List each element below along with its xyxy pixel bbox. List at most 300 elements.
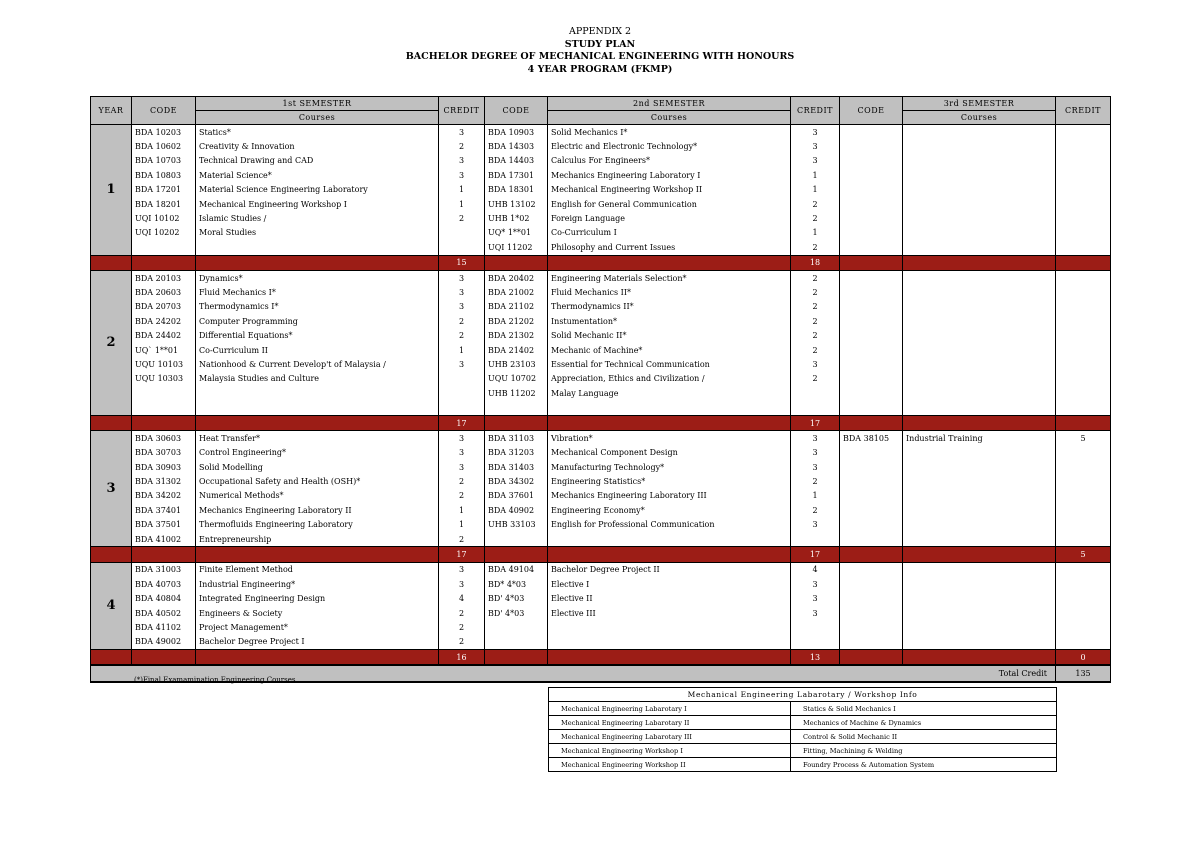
semester-3-credit-cell [1056, 328, 1111, 342]
semester-3-credit-cell [1056, 357, 1111, 371]
semester-1-course-cell: Engineers & Society [196, 606, 439, 620]
semester-2-code-cell: BDA 14303 [485, 139, 548, 153]
semester-1-course-cell: Differential Equations* [196, 328, 439, 342]
semester-1-code-cell: UQI 10202 [132, 226, 196, 240]
document-header [0, 26, 1200, 76]
table-row [91, 125, 1111, 140]
semester-2-course-cell: Engineering Materials Selection* [548, 270, 791, 285]
semester-1-code-cell: BDA 18201 [132, 197, 196, 211]
lab-info-table [548, 687, 1057, 772]
semester-3-code-cell [840, 314, 903, 328]
study-plan-title: STUDY PLAN [564, 38, 636, 50]
code-header-2: CODE [485, 97, 548, 125]
code-header-1: CODE [132, 97, 196, 125]
semester-3-course-cell [903, 446, 1056, 460]
semester-1-course-cell: Computer Programming [196, 314, 439, 328]
semester-3-subtotal: 0 [1056, 650, 1111, 666]
year-label: 4 [91, 562, 132, 649]
semester-3-code-cell [840, 635, 903, 650]
semester-2-course-cell: Essential for Technical Communication [548, 357, 791, 371]
semester-1-credit-cell: 3 [439, 125, 485, 140]
semester-1-code-cell: UQ` 1**01 [132, 343, 196, 357]
semester-3-course-cell [903, 211, 1056, 225]
semester-2-code-cell: UHB 33103 [485, 518, 548, 532]
semester-3-credit-cell [1056, 620, 1111, 634]
semester-3-code-cell [840, 577, 903, 591]
semester-2-credit-cell: 2 [791, 240, 840, 255]
semester-1-course-cell: Heat Transfer* [196, 431, 439, 446]
semester-2-course-cell: Foreign Language [548, 211, 791, 225]
semester-2-code-cell [485, 620, 548, 634]
semester-1-course-cell: Entrepreneurship [196, 532, 439, 547]
subtotal-spacer [196, 547, 439, 562]
semester-3-credit-cell [1056, 386, 1111, 400]
semester-1-credit-cell: 2 [439, 606, 485, 620]
semester-3-credit-cell [1056, 474, 1111, 488]
semester-1-credit-cell: 3 [439, 154, 485, 168]
semester-2-credit-cell: 2 [791, 197, 840, 211]
semester-1-credit-cell: 3 [439, 285, 485, 299]
lab-topic-cell: Control & Solid Mechanic II [791, 730, 1057, 744]
semester-2-code-cell: UHB 23103 [485, 357, 548, 371]
table-row [91, 431, 1111, 446]
semester-1-course-cell: Dynamics* [196, 270, 439, 285]
semester-2-course-cell: Solid Mechanics I* [548, 125, 791, 140]
semester-2-credit-cell: 2 [791, 300, 840, 314]
semester-2-credit-cell [791, 386, 840, 400]
semester-1-credit-cell: 2 [439, 211, 485, 225]
lab-info-row [549, 744, 1057, 758]
lab-topic-cell: Fitting, Machining & Welding [791, 744, 1057, 758]
semester-2-code-cell: BDA 31203 [485, 446, 548, 460]
semester-2-credit-cell: 4 [791, 562, 840, 577]
semester-3-credit-cell [1056, 460, 1111, 474]
lab-info-row [549, 758, 1057, 772]
semester-3-code-cell [840, 474, 903, 488]
semester-3-subtotal: 5 [1056, 547, 1111, 562]
code-header-3: CODE [840, 97, 903, 125]
semester-3-course-cell [903, 372, 1056, 386]
semester-2-course-cell: Elective I [548, 577, 791, 591]
subtotal-row [91, 547, 1111, 562]
semester-1-subtotal: 16 [439, 650, 485, 666]
semester-1-course-cell: Creativity & Innovation [196, 139, 439, 153]
semester-2-course-cell: Instumentation* [548, 314, 791, 328]
year-label: 3 [91, 431, 132, 547]
table-row [91, 620, 1111, 634]
semester-3-credit-cell [1056, 197, 1111, 211]
semester-3-code-cell [840, 489, 903, 503]
semester-1-code-cell [132, 400, 196, 415]
semester-1-code-cell: BDA 20103 [132, 270, 196, 285]
subtotal-spacer [91, 547, 132, 562]
semester-1-code-cell: UQU 10103 [132, 357, 196, 371]
semester-3-credit-cell [1056, 592, 1111, 606]
table-row [91, 503, 1111, 517]
semester-2-credit-cell [791, 532, 840, 547]
semester-3-course-cell [903, 197, 1056, 211]
semester-3-course-cell [903, 518, 1056, 532]
subtotal-spacer [196, 415, 439, 430]
semester-1-course-cell: Malaysia Studies and Culture [196, 372, 439, 386]
semester-2-credit-cell: 3 [791, 139, 840, 153]
semester-2-course-cell: English for Professional Communication [548, 518, 791, 532]
semester-1-credit-cell: 2 [439, 328, 485, 342]
semester-3-code-cell [840, 240, 903, 255]
program-title: 4 YEAR PROGRAM (FKMP) [527, 63, 673, 75]
semester-2-course-cell: Mechanical Component Design [548, 446, 791, 460]
lab-topic-cell: Statics & Solid Mechanics I [791, 702, 1057, 716]
subtotal-spacer [548, 415, 791, 430]
semester-1-credit-cell: 3 [439, 431, 485, 446]
semester-1-code-cell: BDA 40502 [132, 606, 196, 620]
semester-3-credit-cell: 5 [1056, 431, 1111, 446]
semester-3-credit-cell [1056, 372, 1111, 386]
semester-1-credit-cell: 1 [439, 183, 485, 197]
semester-1-course-cell [196, 386, 439, 400]
semester-1-subtotal: 17 [439, 415, 485, 430]
semester-2-course-cell: Electric and Electronic Technology* [548, 139, 791, 153]
semester-3-credit-cell [1056, 168, 1111, 182]
semester-1-course-cell: Control Engineering* [196, 446, 439, 460]
semester-1-code-cell: BDA 40804 [132, 592, 196, 606]
semester-1-credit-cell: 2 [439, 620, 485, 634]
semester-2-code-cell: BDA 17301 [485, 168, 548, 182]
semester-3-credit-cell [1056, 532, 1111, 547]
semester-3-course-cell [903, 532, 1056, 547]
semester-2-course-cell [548, 635, 791, 650]
semester-3-code-cell [840, 139, 903, 153]
semester-2-course-cell: Malay Language [548, 386, 791, 400]
semester-3-code-cell [840, 518, 903, 532]
semester-2-course-cell: Engineering Statistics* [548, 474, 791, 488]
semester-1-credit-cell: 3 [439, 168, 485, 182]
subtotal-row [91, 650, 1111, 666]
subtotal-spacer [903, 650, 1056, 666]
table-row [91, 372, 1111, 386]
subtotal-spacer [548, 650, 791, 666]
semester-2-credit-cell: 1 [791, 168, 840, 182]
semester-3-course-cell [903, 139, 1056, 153]
table-row [91, 183, 1111, 197]
semester-1-course-cell [196, 240, 439, 255]
lab-topic-cell: Mechanics of Machine & Dynamics [791, 716, 1057, 730]
semester-2-course-cell [548, 620, 791, 634]
semester-2-code-cell [485, 532, 548, 547]
semester-2-course-cell: Mechanic of Machine* [548, 343, 791, 357]
semester-3-code-cell [840, 372, 903, 386]
semester-1-course-cell: Technical Drawing and CAD [196, 154, 439, 168]
semester-1-code-cell [132, 386, 196, 400]
table-row [91, 139, 1111, 153]
semester-1-course-cell: Co-Curriculum II [196, 343, 439, 357]
total-credit-value: 135 [1056, 665, 1111, 681]
semester-2-course-cell: Vibration* [548, 431, 791, 446]
semester-1-code-cell: BDA 37401 [132, 503, 196, 517]
semester-1-course-cell: Material Science* [196, 168, 439, 182]
semester-3-code-cell [840, 300, 903, 314]
semester-1-credit-cell: 3 [439, 270, 485, 285]
semester-3-code-cell [840, 226, 903, 240]
semester-3-code-cell [840, 386, 903, 400]
semester-3-course-cell [903, 460, 1056, 474]
semester-2-code-cell: BDA 49104 [485, 562, 548, 577]
semester-1-course-cell: Material Science Engineering Laboratory [196, 183, 439, 197]
semester-1-code-cell: BDA 17201 [132, 183, 196, 197]
subtotal-spacer [485, 415, 548, 430]
study-plan-body [91, 125, 1111, 682]
semester-3-code-cell [840, 446, 903, 460]
semester-3-course-cell [903, 168, 1056, 182]
credit-header-1: CREDIT [439, 97, 485, 125]
semester-1-credit-cell [439, 240, 485, 255]
lab-info-row [549, 730, 1057, 744]
semester-1-code-cell: UQU 10303 [132, 372, 196, 386]
semester-2-subtotal: 17 [791, 547, 840, 562]
table-row [91, 357, 1111, 371]
semester-2-code-cell: BDA 21102 [485, 300, 548, 314]
semester-3-credit-cell [1056, 226, 1111, 240]
semester-2-credit-cell: 3 [791, 460, 840, 474]
semester-1-code-cell: BDA 24402 [132, 328, 196, 342]
semester-3-credit-cell [1056, 125, 1111, 140]
semester-1-code-cell: BDA 10803 [132, 168, 196, 182]
courses-header-3: Courses [903, 111, 1056, 125]
semester-2-header: 2nd SEMESTER [548, 97, 791, 111]
semester-2-code-cell: BD* 4*03 [485, 577, 548, 591]
semester-3-credit-cell [1056, 343, 1111, 357]
table-row [91, 400, 1111, 415]
subtotal-spacer [196, 255, 439, 270]
table-row [91, 474, 1111, 488]
table-row [91, 562, 1111, 577]
semester-3-credit-cell [1056, 300, 1111, 314]
semester-2-course-cell: Elective III [548, 606, 791, 620]
semester-1-code-cell: BDA 41102 [132, 620, 196, 634]
semester-2-credit-cell: 2 [791, 314, 840, 328]
table-row [91, 343, 1111, 357]
semester-3-credit-cell [1056, 154, 1111, 168]
semester-1-course-cell: Statics* [196, 125, 439, 140]
semester-3-code-cell [840, 168, 903, 182]
semester-1-course-cell [196, 400, 439, 415]
semester-3-course-cell [903, 606, 1056, 620]
lab-topic-cell: Foundry Process & Automation System [791, 758, 1057, 772]
semester-3-credit-cell [1056, 183, 1111, 197]
semester-2-code-cell: UQI 11202 [485, 240, 548, 255]
semester-3-credit-cell [1056, 503, 1111, 517]
year-label: 2 [91, 270, 132, 415]
semester-2-credit-cell: 3 [791, 592, 840, 606]
semester-1-course-cell: Fluid Mechanics I* [196, 285, 439, 299]
year-header: YEAR [91, 97, 132, 125]
semester-2-credit-cell: 2 [791, 343, 840, 357]
semester-3-credit-cell [1056, 270, 1111, 285]
table-row [91, 154, 1111, 168]
subtotal-spacer [903, 255, 1056, 270]
table-row [91, 635, 1111, 650]
semester-2-code-cell: BDA 31103 [485, 431, 548, 446]
semester-3-code-cell: BDA 38105 [840, 431, 903, 446]
semester-3-course-cell [903, 577, 1056, 591]
credit-header-3: CREDIT [1056, 97, 1111, 125]
semester-2-code-cell: BD' 4*03 [485, 606, 548, 620]
semester-2-code-cell: BDA 18301 [485, 183, 548, 197]
lab-info-title: Mechanical Engineering Labarotary / Workshop Info [549, 688, 1057, 702]
table-row [91, 211, 1111, 225]
semester-2-code-cell: UHB 13102 [485, 197, 548, 211]
semester-1-code-cell: BDA 37501 [132, 518, 196, 532]
subtotal-spacer [903, 547, 1056, 562]
semester-1-subtotal: 15 [439, 255, 485, 270]
table-row [91, 386, 1111, 400]
semester-2-course-cell: Elective II [548, 592, 791, 606]
semester-3-course-cell [903, 592, 1056, 606]
semester-2-course-cell: Engineering Economy* [548, 503, 791, 517]
semester-1-course-cell: Numerical Methods* [196, 489, 439, 503]
subtotal-spacer [91, 650, 132, 666]
semester-1-course-cell: Integrated Engineering Design [196, 592, 439, 606]
semester-1-course-cell: Thermodynamics I* [196, 300, 439, 314]
table-row [91, 270, 1111, 285]
subtotal-spacer [548, 547, 791, 562]
semester-2-course-cell [548, 532, 791, 547]
semester-2-credit-cell: 1 [791, 226, 840, 240]
subtotal-spacer [840, 255, 903, 270]
semester-1-course-cell: Moral Studies [196, 226, 439, 240]
semester-2-code-cell [485, 400, 548, 415]
semester-3-course-cell [903, 620, 1056, 634]
subtotal-spacer [132, 547, 196, 562]
credit-header-2: CREDIT [791, 97, 840, 125]
semester-3-code-cell [840, 285, 903, 299]
table-row [91, 592, 1111, 606]
semester-1-credit-cell: 2 [439, 532, 485, 547]
semester-3-credit-cell [1056, 489, 1111, 503]
subtotal-spacer [840, 415, 903, 430]
subtotal-spacer [903, 415, 1056, 430]
semester-1-code-cell: UQI 10102 [132, 211, 196, 225]
semester-2-credit-cell: 1 [791, 489, 840, 503]
degree-title: BACHELOR DEGREE OF MECHANICAL ENGINEERING WITH HONOURS [405, 51, 795, 62]
semester-1-credit-cell: 1 [439, 343, 485, 357]
semester-2-credit-cell: 3 [791, 154, 840, 168]
subtotal-spacer [132, 650, 196, 666]
semester-2-credit-cell: 2 [791, 270, 840, 285]
semester-2-course-cell: Solid Mechanic II* [548, 328, 791, 342]
subtotal-row [91, 415, 1111, 430]
table-row [91, 328, 1111, 342]
semester-2-code-cell: UQU 10702 [485, 372, 548, 386]
semester-1-course-cell: Mechanical Engineering Workshop I [196, 197, 439, 211]
semester-2-credit-cell: 3 [791, 518, 840, 532]
semester-3-course-cell [903, 226, 1056, 240]
subtotal-spacer [485, 650, 548, 666]
semester-3-code-cell [840, 211, 903, 225]
semester-2-code-cell: BDA 21002 [485, 285, 548, 299]
semester-3-course-cell [903, 343, 1056, 357]
semester-2-credit-cell [791, 620, 840, 634]
semester-1-subtotal: 17 [439, 547, 485, 562]
total-credit-label: Total Credit [91, 665, 1056, 681]
semester-3-course-cell: Industrial Training [903, 431, 1056, 446]
semester-2-credit-cell: 3 [791, 431, 840, 446]
subtotal-spacer [840, 650, 903, 666]
semester-3-course-cell [903, 635, 1056, 650]
lab-name-cell: Mechanical Engineering Workshop II [549, 758, 791, 772]
semester-1-credit-cell: 2 [439, 139, 485, 153]
semester-1-course-cell: Occupational Safety and Health (OSH)* [196, 474, 439, 488]
semester-2-course-cell [548, 400, 791, 415]
semester-1-course-cell: Project Management* [196, 620, 439, 634]
semester-2-course-cell: Co-Curriculum I [548, 226, 791, 240]
semester-2-course-cell: Bachelor Degree Project II [548, 562, 791, 577]
table-row [91, 577, 1111, 591]
semester-3-code-cell [840, 532, 903, 547]
appendix-label: APPENDIX 2 [568, 26, 632, 37]
footnote: (*)Final Examamination Engineering Courses [134, 676, 296, 684]
semester-1-course-cell: Mechanics Engineering Laboratory II [196, 503, 439, 517]
table-row [91, 197, 1111, 211]
table-row [91, 446, 1111, 460]
semester-3-code-cell [840, 197, 903, 211]
semester-2-code-cell: UHB 1*02 [485, 211, 548, 225]
lab-name-cell: Mechanical Engineering Labarotary I [549, 702, 791, 716]
semester-3-credit-cell [1056, 562, 1111, 577]
semester-3-credit-cell [1056, 518, 1111, 532]
semester-2-code-cell: BDA 10903 [485, 125, 548, 140]
semester-1-header: 1st SEMESTER [196, 97, 439, 111]
semester-1-credit-cell: 1 [439, 518, 485, 532]
semester-1-course-cell: Thermofluids Engineering Laboratory [196, 518, 439, 532]
semester-3-credit-cell [1056, 400, 1111, 415]
courses-header-2: Courses [548, 111, 791, 125]
table-row [91, 168, 1111, 182]
semester-3-credit-cell [1056, 139, 1111, 153]
semester-3-credit-cell [1056, 285, 1111, 299]
semester-2-code-cell: BDA 34302 [485, 474, 548, 488]
semester-2-code-cell: BDA 37601 [485, 489, 548, 503]
semester-3-credit-cell [1056, 606, 1111, 620]
semester-1-code-cell: BDA 31302 [132, 474, 196, 488]
semester-3-code-cell [840, 620, 903, 634]
semester-2-credit-cell: 2 [791, 285, 840, 299]
semester-3-course-cell [903, 285, 1056, 299]
subtotal-spacer [91, 415, 132, 430]
semester-1-code-cell: BDA 24202 [132, 314, 196, 328]
semester-1-course-cell: Islamic Studies / [196, 211, 439, 225]
subtotal-spacer [132, 415, 196, 430]
semester-1-credit-cell: 1 [439, 503, 485, 517]
semester-3-code-cell [840, 592, 903, 606]
semester-1-code-cell: BDA 31003 [132, 562, 196, 577]
semester-2-code-cell: BDA 31403 [485, 460, 548, 474]
semester-2-subtotal: 13 [791, 650, 840, 666]
semester-2-code-cell: BDA 20402 [485, 270, 548, 285]
subtotal-row [91, 255, 1111, 270]
semester-1-course-cell: Bachelor Degree Project I [196, 635, 439, 650]
semester-1-credit-cell: 3 [439, 460, 485, 474]
lab-info-row [549, 702, 1057, 716]
semester-2-course-cell: Fluid Mechanics II* [548, 285, 791, 299]
semester-2-credit-cell: 2 [791, 328, 840, 342]
semester-1-code-cell: BDA 30703 [132, 446, 196, 460]
semester-3-course-cell [903, 562, 1056, 577]
semester-3-code-cell [840, 400, 903, 415]
semester-2-course-cell: Appreciation, Ethics and Civilization / [548, 372, 791, 386]
table-row [91, 532, 1111, 547]
year-label: 1 [91, 125, 132, 256]
